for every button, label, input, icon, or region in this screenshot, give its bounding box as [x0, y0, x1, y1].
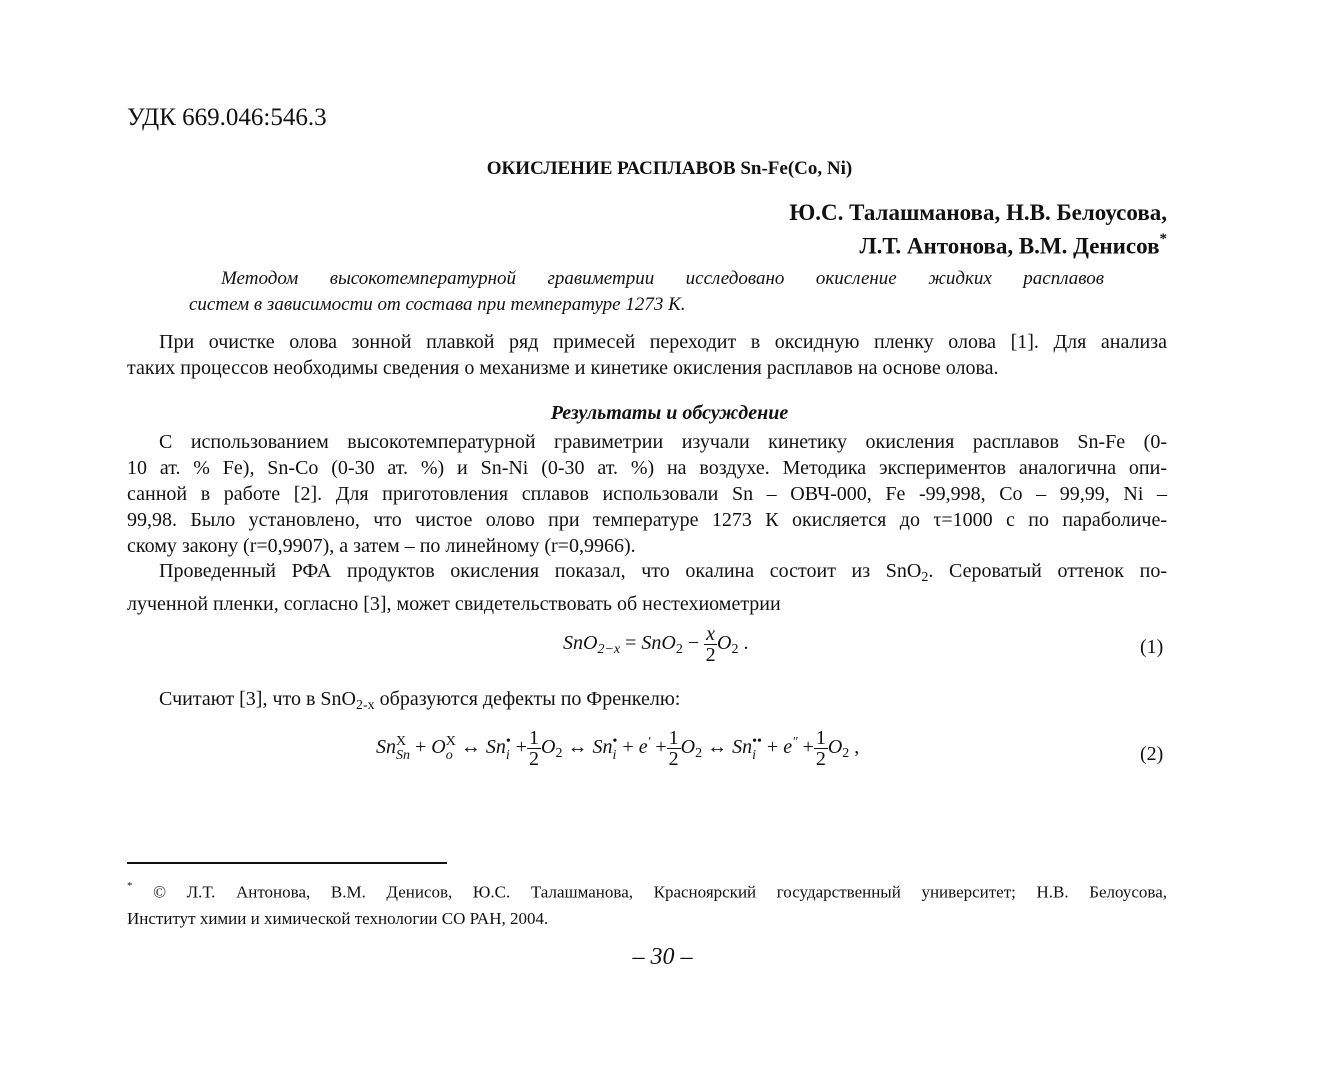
- eq1-mid: SnO: [641, 632, 676, 655]
- intro-line-1: При очистке олова зонной плавкой ряд примесей переходит в оксидную пленку олова [1]. Для анализа: [159, 331, 1167, 353]
- equation-1-number: (1): [1140, 636, 1164, 658]
- intro-paragraph: [127, 329, 1167, 381]
- author-footnote-mark: *: [1159, 231, 1167, 247]
- para1-line-2: 10 ат. % Fe), Sn-Co (0-30 ат. %) и Sn-Ni (0-30 ат. %) на воздухе. Методика экспериментов аналогична опи-: [127, 457, 1167, 479]
- footnote-line-1: [127, 875, 1167, 906]
- para3-line: [127, 686, 1167, 719]
- eq2-fraction-3: [814, 728, 828, 769]
- abstract-line-1: Методом высокотемпературной гравиметрии исследовано окисление жидких расплавов: [221, 268, 1104, 289]
- para3-sub: 2-x: [355, 698, 375, 713]
- eq2-frac2-num: 1: [668, 727, 679, 749]
- eq1-lhs-sub: 2−x: [597, 642, 621, 658]
- para1-line-4: 99,98. Было установлено, что чистое олово при температуре 1273 К окисляется до τ=1000 с по параболиче-: [127, 509, 1167, 531]
- para3-text-b: образуются дефекты по Френкелю:: [374, 688, 681, 710]
- para2-line-1b: . Сероватый оттенок по-: [928, 560, 1167, 582]
- eq2-frac3-num: 1: [815, 727, 826, 749]
- footnote-line-2: Институт химии и химической технологии СО РАН, 2004.: [127, 908, 549, 928]
- eq2-frac3-den: 2: [815, 748, 826, 770]
- eq1-frac-den: 2: [705, 644, 716, 666]
- eq2-frac2-den: 2: [668, 748, 679, 770]
- para1-line-3: санной в работе [2]. Для приготовления сплавов использовали Sn – ОВЧ-000, Fe -99,998, Co – 99,99, Ni –: [127, 483, 1167, 505]
- para2-line-1a: Проведенный РФА продуктов окисления показал, что окалина состоит из SnO: [159, 560, 922, 582]
- equation-2: Sn X Sn + O X o ↔ Sn • i + $\frac{1}{2}$ $O_2$ ↔ Sn • i + e' + $\frac{1}{2}$ $O_2$ ↔ Sn •• i + e" + $\frac{1}{2}$ $O_2$ ,: [376, 727, 860, 770]
- section-heading: Результаты и обсуждение: [550, 402, 789, 424]
- eq1-minus: −: [687, 632, 700, 655]
- equation-1: SnO$_{2-x}$ = SnO$_2$ − $\frac{x}{2}$ $O_2$ .: [563, 623, 749, 666]
- eq2-fraction-1: [527, 728, 541, 769]
- authors-line-2-text: Л.Т. Антонова, В.М. Денисов: [859, 233, 1160, 259]
- abstract: [189, 266, 1104, 318]
- eq2-fraction-2: [667, 728, 681, 769]
- equation-2-number: (2): [1140, 743, 1164, 765]
- eq1-fraction: [704, 624, 717, 665]
- abstract-line-2: систем в зависимости от состава при температуре 1273 К.: [189, 294, 686, 315]
- eq1-frac-num: x: [706, 623, 716, 645]
- eq2-frac1-den: 2: [529, 748, 540, 770]
- results-paragraph-2: [127, 558, 1167, 617]
- footnote-divider: [127, 862, 447, 864]
- page-number: – 30 –: [632, 944, 693, 970]
- para2-line-2: лученной пленки, согласно [3], может свидетельствовать об нестехиометрии: [127, 593, 781, 615]
- authors-line-2: [789, 227, 1167, 261]
- eq1-o: O: [717, 632, 732, 655]
- para1-line-1: С использованием высокотемпературной гравиметрии изучали кинетику окисления расплавов Sn-Fe (0-: [159, 431, 1167, 453]
- footnote-mark: *: [127, 880, 133, 892]
- footnote-line-1-text: © Л.Т. Антонова, В.М. Денисов, Ю.С. Талашманова, Красноярский государственный университет; Н.В. Белоусова,: [153, 882, 1168, 902]
- para2-line-1: [127, 558, 1167, 591]
- para3-text-a: Считают [3], что в SnO: [159, 688, 356, 710]
- eq2-frac1-num: 1: [529, 727, 540, 749]
- eq1-o-sub: 2: [731, 642, 739, 658]
- authors-line-1: Ю.С. Талашманова, Н.В. Белоусова,: [789, 200, 1167, 225]
- intro-line-2: таких процессов необходимы сведения о механизме и кинетике окисления расплавов на основе олова.: [127, 357, 999, 379]
- para1-line-5: скому закону (r=0,9907), а затем – по линейному (r=0,9966).: [127, 535, 636, 557]
- paper-title: ОКИСЛЕНИЕ РАСПЛАВОВ Sn-Fe(Co, Ni): [486, 158, 853, 179]
- eq1-lhs: SnO: [563, 632, 598, 655]
- footnote: [127, 875, 1167, 932]
- eq1-end: .: [743, 632, 749, 655]
- eq1-mid-sub: 2: [675, 642, 683, 658]
- results-paragraph-3: [127, 686, 1167, 719]
- udc-code: УДК 669.046:546.3: [127, 104, 327, 131]
- results-paragraph-1: [127, 429, 1167, 559]
- authors: [789, 198, 1167, 261]
- para2-sub-2: 2: [921, 570, 929, 585]
